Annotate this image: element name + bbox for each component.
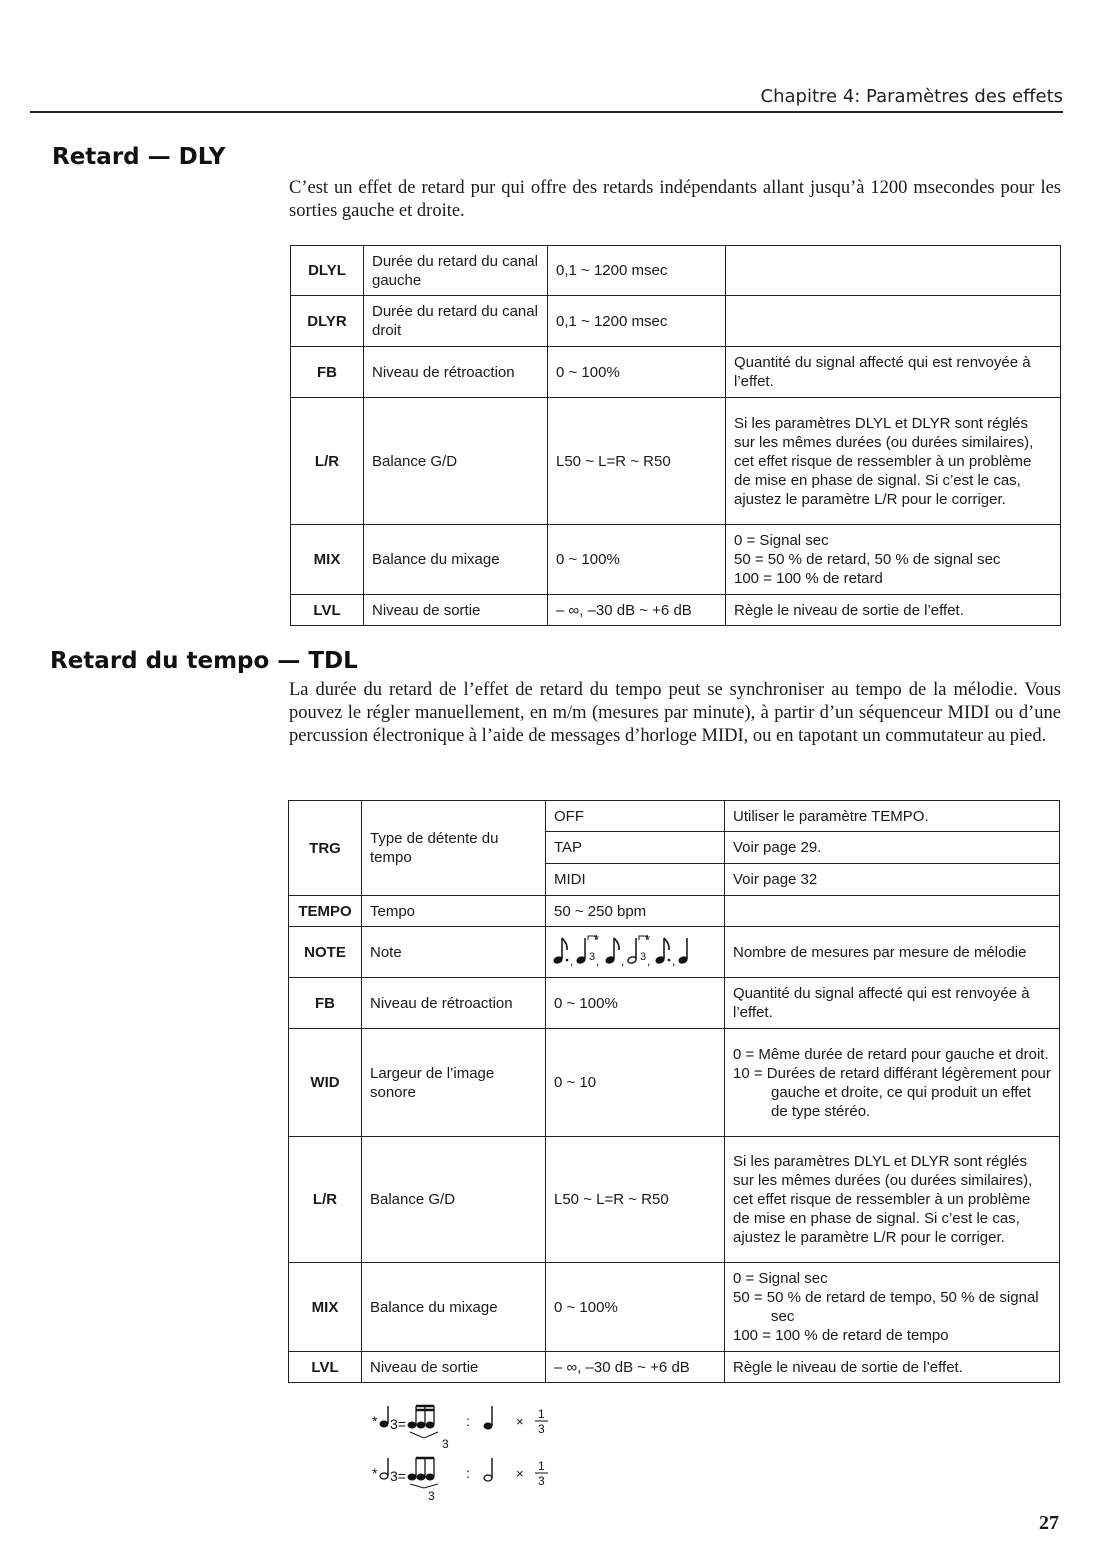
asterisk-label: * [372,1465,378,1481]
param-range: – ∞, –30 dB ~ +6 dB [548,595,726,626]
param-name: Durée du retard du canal gauche [364,246,548,296]
param-name: Niveau de sortie [362,1352,546,1383]
triplet-footnotes [368,1402,568,1502]
header-rule [30,111,1063,113]
param-code: TRG [289,801,362,896]
param-name: Largeur de l’image sonore [362,1029,546,1137]
param-code: MIX [289,1263,362,1352]
param-range: 0,1 ~ 1200 msec [548,246,726,296]
table-row [289,1029,1060,1137]
triplet-label: 3 [428,1489,435,1502]
table-row [291,398,1061,525]
param-option: TAP [546,832,725,864]
param-desc: Voir page 29. [725,832,1060,864]
param-range: L50 ~ L=R ~ R50 [546,1137,725,1263]
param-name: Note [362,927,546,978]
note-values [546,927,725,978]
param-code: WID [289,1029,362,1137]
param-desc: Si les paramètres DLYL et DLYR sont réglés sur les mêmes durées (ou durées similaires), cet effet risque de ressembler à un problème de mise en phase de signal. Si c’est le cas, ajustez le paramètre L/R pour le corriger. [726,398,1061,525]
param-code: MIX [291,525,364,595]
param-desc: Voir page 32 [725,864,1060,896]
equals-label: 3= [390,1416,406,1432]
triplet-label: 3 [640,950,647,963]
desc-line: 0 = Même durée de retard pour gauche et droit. [733,1045,1049,1063]
param-name: Balance G/D [362,1137,546,1263]
param-code: FB [291,347,364,398]
times-label: × [516,1466,524,1481]
dly-intro: C’est un effet de retard pur qui offre des retards indépendants allant jusqu’à 1200 msecondes pour les sorties gauche et droite. [289,178,1061,221]
table-row [289,1263,1060,1352]
table-row [289,801,1060,832]
param-range: 50 ~ 250 bpm [546,896,725,927]
fraction-denominator: 3 [538,1422,545,1436]
param-desc: Nombre de mesures par mesure de mélodie [725,927,1060,978]
param-desc [726,296,1061,347]
param-name: Balance du mixage [364,525,548,595]
desc-line: 100 = 100 % de retard [734,570,883,587]
param-name: Type de détente du tempo [362,801,546,896]
triplet-label: 3 [442,1437,449,1451]
asterisk-label: * [594,931,600,947]
param-desc: Si les paramètres DLYL et DLYR sont réglés sur les mêmes durées (ou durées similaires), cet effet risque de ressembler à un problème de mise en phase de signal. Si c’est le cas, ajustez le paramètre L/R pour le corriger. [725,1137,1060,1263]
param-name: Niveau de rétroaction [364,347,548,398]
param-code: NOTE [289,927,362,978]
param-code: L/R [289,1137,362,1263]
param-range: L50 ~ L=R ~ R50 [548,398,726,525]
param-name: Niveau de rétroaction [362,978,546,1029]
page-number: 27 [1039,1512,1059,1534]
colon-label: : [466,1465,470,1481]
colon-label: : [466,1413,470,1429]
param-range: 0 ~ 100% [548,347,726,398]
table-row [291,525,1061,595]
table-row [291,246,1061,296]
param-desc: Règle le niveau de sortie de l’effet. [725,1352,1060,1383]
table-row [289,927,1060,978]
param-code: DLYL [291,246,364,296]
desc-line: 50 = 50 % de retard, 50 % de signal sec [734,551,1001,568]
param-desc: Règle le niveau de sortie de l’effet. [726,595,1061,626]
fraction-numerator: 1 [538,1407,545,1421]
param-name: Balance G/D [364,398,548,525]
tdl-intro: La durée du retard de l’effet de retard du tempo peut se synchroniser au tempo de la mélodie. Vous pouvez le régler manuellement, en m/m (mesures par minute), à partir d’un séquenceur MIDI ou d’une percussion électronique à l’aide de messages d’horloge MIDI, ou en tapotant un commutateur au pied. [289,680,1061,746]
desc-line: 100 = 100 % de retard de tempo [733,1327,949,1344]
svg-text:,: , [647,953,651,968]
param-desc [725,1263,1060,1352]
param-option: MIDI [546,864,725,896]
param-range: 0 ~ 100% [548,525,726,595]
param-code: DLYR [291,296,364,347]
desc-line: 50 = 50 % de retard de tempo, 50 % de signal sec [733,1289,1039,1325]
asterisk-label: * [372,1413,378,1429]
fraction-numerator: 1 [538,1459,545,1473]
desc-line: 10 = Durées de retard différant légèrement pour gauche et droite, ce qui produit un effet de type stéréo. [733,1064,1051,1120]
param-name: Balance du mixage [362,1263,546,1352]
table-row [289,978,1060,1029]
dly-parameter-table [290,245,1061,626]
param-range: 0,1 ~ 1200 msec [548,296,726,347]
fraction-denominator: 3 [538,1474,545,1488]
param-desc [725,896,1060,927]
param-desc: Utiliser le paramètre TEMPO. [725,801,1060,832]
svg-text:,: , [672,953,676,968]
triplet-label: 3 [589,950,596,963]
desc-line: 0 = Signal sec [734,532,829,549]
param-desc [726,246,1061,296]
svg-text:,: , [570,953,574,968]
section-title-dly: Retard — DLY [52,144,226,170]
tdl-parameter-table [288,800,1060,1383]
note-symbols-icon [548,930,718,970]
param-range: 0 ~ 100% [546,1263,725,1352]
desc-line: 0 = Signal sec [733,1270,828,1287]
equals-label: 3= [390,1468,406,1484]
param-code: L/R [291,398,364,525]
param-desc [726,525,1061,595]
svg-text:,: , [621,953,625,968]
table-row [289,896,1060,927]
param-name: Tempo [362,896,546,927]
asterisk-label: * [645,931,651,947]
table-row [289,1352,1060,1383]
param-name: Niveau de sortie [364,595,548,626]
table-row [291,296,1061,347]
table-row [291,347,1061,398]
table-row [291,595,1061,626]
param-name: Durée du retard du canal droit [364,296,548,347]
param-range: – ∞, –30 dB ~ +6 dB [546,1352,725,1383]
param-code: LVL [289,1352,362,1383]
table-row [289,1137,1060,1263]
svg-text:,: , [596,953,600,968]
param-code: TEMPO [289,896,362,927]
param-range: 0 ~ 100% [546,978,725,1029]
param-desc: Quantité du signal affecté qui est renvoyée à l’effet. [725,978,1060,1029]
param-option: OFF [546,801,725,832]
param-desc: Quantité du signal affecté qui est renvoyée à l’effet. [726,347,1061,398]
chapter-header: Chapitre 4: Paramètres des effets [760,86,1063,107]
section-title-tdl: Retard du tempo — TDL [50,648,358,674]
param-range: 0 ~ 10 [546,1029,725,1137]
param-code: LVL [291,595,364,626]
times-label: × [516,1414,524,1429]
param-code: FB [289,978,362,1029]
param-desc [725,1029,1060,1137]
